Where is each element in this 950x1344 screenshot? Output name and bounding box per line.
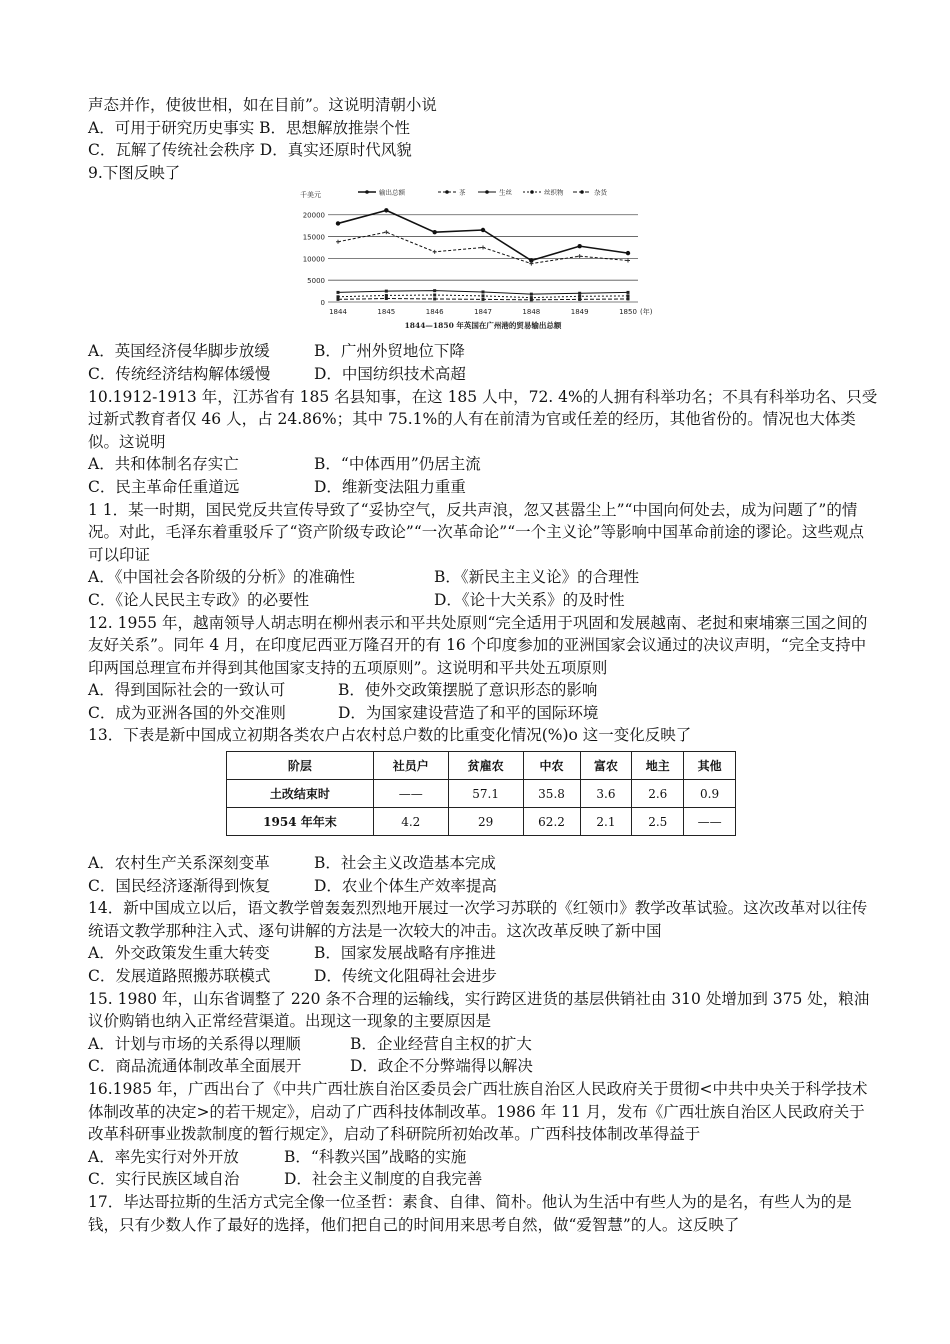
- q13-option-d: D．农业个体生产效率提高: [314, 876, 497, 895]
- legend-label: 杂货: [594, 188, 607, 197]
- q9-stem: 9.下图反映了: [88, 163, 181, 182]
- table-header-cell: 中农: [523, 752, 580, 780]
- data-point: [337, 298, 340, 301]
- chart-title: 1844—1850 年英国在广州港的贸易输出总额: [404, 321, 562, 331]
- table-cell: 29: [448, 808, 523, 836]
- q10-option-d: D．维新变法阻力重重: [314, 477, 466, 496]
- farmer-ratio-table: [226, 751, 736, 836]
- q10-option-a: A．共和体制名存实亡: [88, 455, 239, 474]
- data-point: [482, 291, 485, 294]
- data-point: [577, 244, 581, 248]
- legend-label: 生丝: [499, 188, 512, 197]
- q16-option-d: D．社会主义制度的自我完善: [284, 1170, 483, 1189]
- q9-option-d: D．中国纺织技术高超: [314, 364, 466, 383]
- y-tick-label: 0: [320, 299, 325, 308]
- table-cell: 35.8: [523, 780, 580, 808]
- q16-option-a: A．率先实行对外开放: [88, 1147, 239, 1166]
- data-point: [481, 246, 485, 250]
- y-tick-label: 5000: [307, 277, 325, 286]
- data-point: [432, 230, 436, 234]
- legend-label: 输出总额: [379, 188, 405, 197]
- data-point: [385, 294, 388, 297]
- data-point: [482, 295, 485, 298]
- data-point: [627, 291, 630, 294]
- table-header-cell: 其他: [684, 752, 736, 780]
- q15-option-a: A．计划与市场的关系得以理顺: [88, 1034, 301, 1053]
- data-point: [578, 255, 582, 259]
- q10-stem: 10.1912-1913 年，江苏省有 185 名县知事，在这 185 人中，72. 4%的人拥有科举功名；不具有科举功名、只受过新式教育者仅 46 人，占 24.86%；其中 75.1%的人有在前清为官或任差的经历，其他省份的。情况也大体类似。这说明: [88, 387, 878, 451]
- data-point: [433, 298, 436, 301]
- legend-marker: [365, 191, 369, 195]
- q9-options-row2: [88, 363, 878, 386]
- x-axis-label: (年): [640, 308, 653, 317]
- y-tick-label: 20000: [302, 212, 325, 221]
- legend-label: 丝织物: [544, 188, 564, 197]
- table-cell: 1954 年年末: [227, 808, 374, 836]
- data-point: [336, 240, 340, 244]
- q11-stem: 1 1．某一时期，国民党反共宣传导致了“妥协空气，反共声浪，忽又甚嚣尘上”“中国向何处去，成为问题了”的情况。对此，毛泽东着重驳斥了“资产阶级专政论”“一次革命论”“一个主义论”等影响中国革命前途的谬论。这些观点可以印证: [88, 500, 865, 564]
- x-tick-label: 1849: [570, 308, 589, 317]
- legend-label: 茶: [459, 188, 466, 197]
- table-cell: 2.6: [632, 780, 684, 808]
- table-header-cell: 富农: [580, 752, 632, 780]
- chart-svg: [298, 184, 668, 334]
- data-point: [385, 290, 388, 293]
- x-tick-label: 1846: [425, 308, 444, 317]
- table-row: [227, 808, 736, 836]
- y-tick-label: 15000: [302, 233, 325, 242]
- exam-page: [88, 94, 878, 1236]
- q15-stem: 15. 1980 年，山东省调整了 220 条不合理的运输线，实行跨区进货的基层供销社由 310 处增加到 375 处，粮油议价购销也纳入正常经营渠道。出现这一现象的主要原因是: [88, 989, 870, 1031]
- table-cell: 4.2: [373, 808, 448, 836]
- table-cell: ——: [373, 780, 448, 808]
- q14-option-b: B．国家发展战略有序推进: [314, 944, 496, 963]
- q11-option-a: A．《中国社会各阶级的分析》的准确性: [88, 568, 355, 587]
- data-point: [384, 231, 388, 235]
- data-point: [337, 296, 340, 299]
- x-tick-label: 1847: [474, 308, 492, 317]
- data-point: [384, 209, 388, 213]
- table-cell: ——: [684, 808, 736, 836]
- q9-option-a: A．英国经济侵华脚步放缓: [88, 342, 270, 361]
- q9-option-b: B．广州外贸地位下降: [314, 342, 465, 361]
- legend-marker: [445, 191, 449, 195]
- q8-stem-tail: 声态并作，使彼世相，如在目前”。这说明清朝小说: [88, 96, 437, 114]
- q11-option-b: B．《新民主主义论》的合理性: [434, 568, 640, 587]
- q11-option-c: C．《论人民民主专政》的必要性: [88, 590, 310, 609]
- legend-marker: [485, 191, 489, 195]
- legend-marker: [580, 191, 584, 195]
- q14-stem: 14．新中国成立以后，语文教学曾轰轰烈烈地开展过一次学习苏联的《红领巾》教学改革试验。这次改革对以往传统语文教学那种注入式、逐句讲解的方法是一次较大的冲击。这次改革反映了新中国: [88, 899, 868, 940]
- table-cell: 3.6: [580, 780, 632, 808]
- table-cell: 62.2: [523, 808, 580, 836]
- q13-option-c: C．国民经济逐渐得到恢复: [88, 876, 271, 895]
- data-point: [578, 295, 581, 298]
- q12-option-d: D．为国家建设营造了和平的国际环境: [338, 703, 599, 722]
- data-point: [482, 298, 485, 301]
- data-point: [385, 297, 388, 300]
- q16-option-c: C．实行民族区域自治: [88, 1170, 240, 1189]
- x-tick-label: 1850: [619, 308, 637, 317]
- q13-option-b: B．社会主义改造基本完成: [314, 854, 496, 873]
- q16-stem: 16.1985 年，广西出台了《中共广西壮族自治区委员会广西壮族自治区人民政府关于贯彻<中共中央关于科学技术体制改革的决定>的若干规定》，启动了广西科技体制改革。1986 年 11 月，发布《广西壮族自治区人民政府关于改革科研事业拨款制度的暂行规定》，启动了科研院所初始改革。广西科技体制改革得益于: [88, 1080, 868, 1144]
- q10-option-c: C．民主革命任重道远: [88, 477, 240, 496]
- data-point: [481, 228, 485, 232]
- q15-option-b: B．企业经营自主权的扩大: [350, 1034, 532, 1053]
- q17-stem: 17．毕达哥拉斯的生活方式完全像一位圣哲：素食、自律、简朴。他认为生活中有些人为的是名，有些人为的是钱，只有少数人作了最好的选择，他们把自己的时间用来思考自然，做“爱智慧”的人。这反映了: [88, 1192, 852, 1234]
- table-cell: 57.1: [448, 780, 523, 808]
- table-cell: 0.9: [684, 780, 736, 808]
- data-point: [578, 292, 581, 295]
- q13-stem: 13．下表是新中国成立初期各类农户占农村总户数的比重变化情况(%)o 这一变化反映了: [88, 726, 692, 745]
- data-point: [433, 250, 437, 254]
- series-line: [338, 211, 628, 261]
- data-point: [626, 251, 630, 255]
- q11-option-d: D．《论十大关系》的及时性: [434, 590, 625, 609]
- y-tick-label: 10000: [302, 255, 325, 264]
- data-point: [578, 298, 581, 301]
- table-header-row: [227, 752, 736, 780]
- table-header-cell: 贫雇农: [448, 752, 523, 780]
- data-point: [627, 295, 630, 298]
- x-tick-label: 1848: [522, 308, 541, 317]
- q15-option-d: D．政企不分弊端得以解决: [350, 1057, 533, 1076]
- q14-option-c: C．发展道路照搬苏联模式: [88, 967, 271, 986]
- table-header-cell: 地主: [632, 752, 684, 780]
- data-point: [530, 299, 533, 302]
- legend-marker: [530, 191, 534, 195]
- table-row: [227, 780, 736, 808]
- data-point: [433, 294, 436, 297]
- q10-option-b: B．“中体西用”仍居主流: [314, 455, 481, 474]
- x-tick-label: 1845: [377, 308, 396, 317]
- trade-line-chart: [298, 184, 668, 334]
- table-header-cell: 社员户: [373, 752, 448, 780]
- data-point: [626, 259, 630, 263]
- q9-options-row1: [88, 340, 878, 363]
- data-point: [433, 290, 436, 293]
- q12-option-a: A．得到国际社会的一致认可: [88, 681, 286, 700]
- q13-option-a: A．农村生产关系深刻变革: [88, 854, 270, 873]
- q12-option-b: B．使外交政策摆脱了意识形态的影响: [338, 681, 598, 700]
- q12-option-c: C．成为亚洲各国的外交准则: [88, 703, 286, 722]
- q15-option-c: C．商品流通体制改革全面展开: [88, 1057, 302, 1076]
- y-axis-label: 千美元: [300, 191, 321, 200]
- q12-stem: 12. 1955 年，越南领导人胡志明在柳州表示和平共处原则“完全适用于巩固和发展越南、老挝和柬埔寨三国之间的友好关系”。同年 4 月，在印度尼西亚万隆召开的有 16 个印度参加的亚洲国家会议通过的决议声明，“完全支持中印两国总理宣布并得到其他国家支持的五项原则”。这说明和平共处五项原则: [88, 613, 868, 677]
- table-header-cell: 阶层: [227, 752, 374, 780]
- q9-option-c: C．传统经济结构解体缓慢: [88, 364, 271, 383]
- table-cell: 土改结束时: [227, 780, 374, 808]
- data-point: [627, 298, 630, 301]
- data-point: [337, 291, 340, 294]
- q8-options-ab: A．可用于研究历史事实 B．思想解放推崇个性: [88, 118, 411, 137]
- data-point: [530, 293, 533, 296]
- table-cell: 2.5: [632, 808, 684, 836]
- x-tick-label: 1844: [329, 308, 347, 317]
- table-cell: 2.1: [580, 808, 632, 836]
- q8-options-cd: C．瓦解了传统社会秩序 D．真实还原时代风貌: [88, 141, 412, 160]
- data-point: [336, 222, 340, 226]
- q16-option-b: B．“科教兴国”战略的实施: [284, 1147, 467, 1166]
- q14-option-d: D．传统文化阻碍社会进步: [314, 967, 497, 986]
- q14-option-a: A．外交政策发生重大转变: [88, 944, 270, 963]
